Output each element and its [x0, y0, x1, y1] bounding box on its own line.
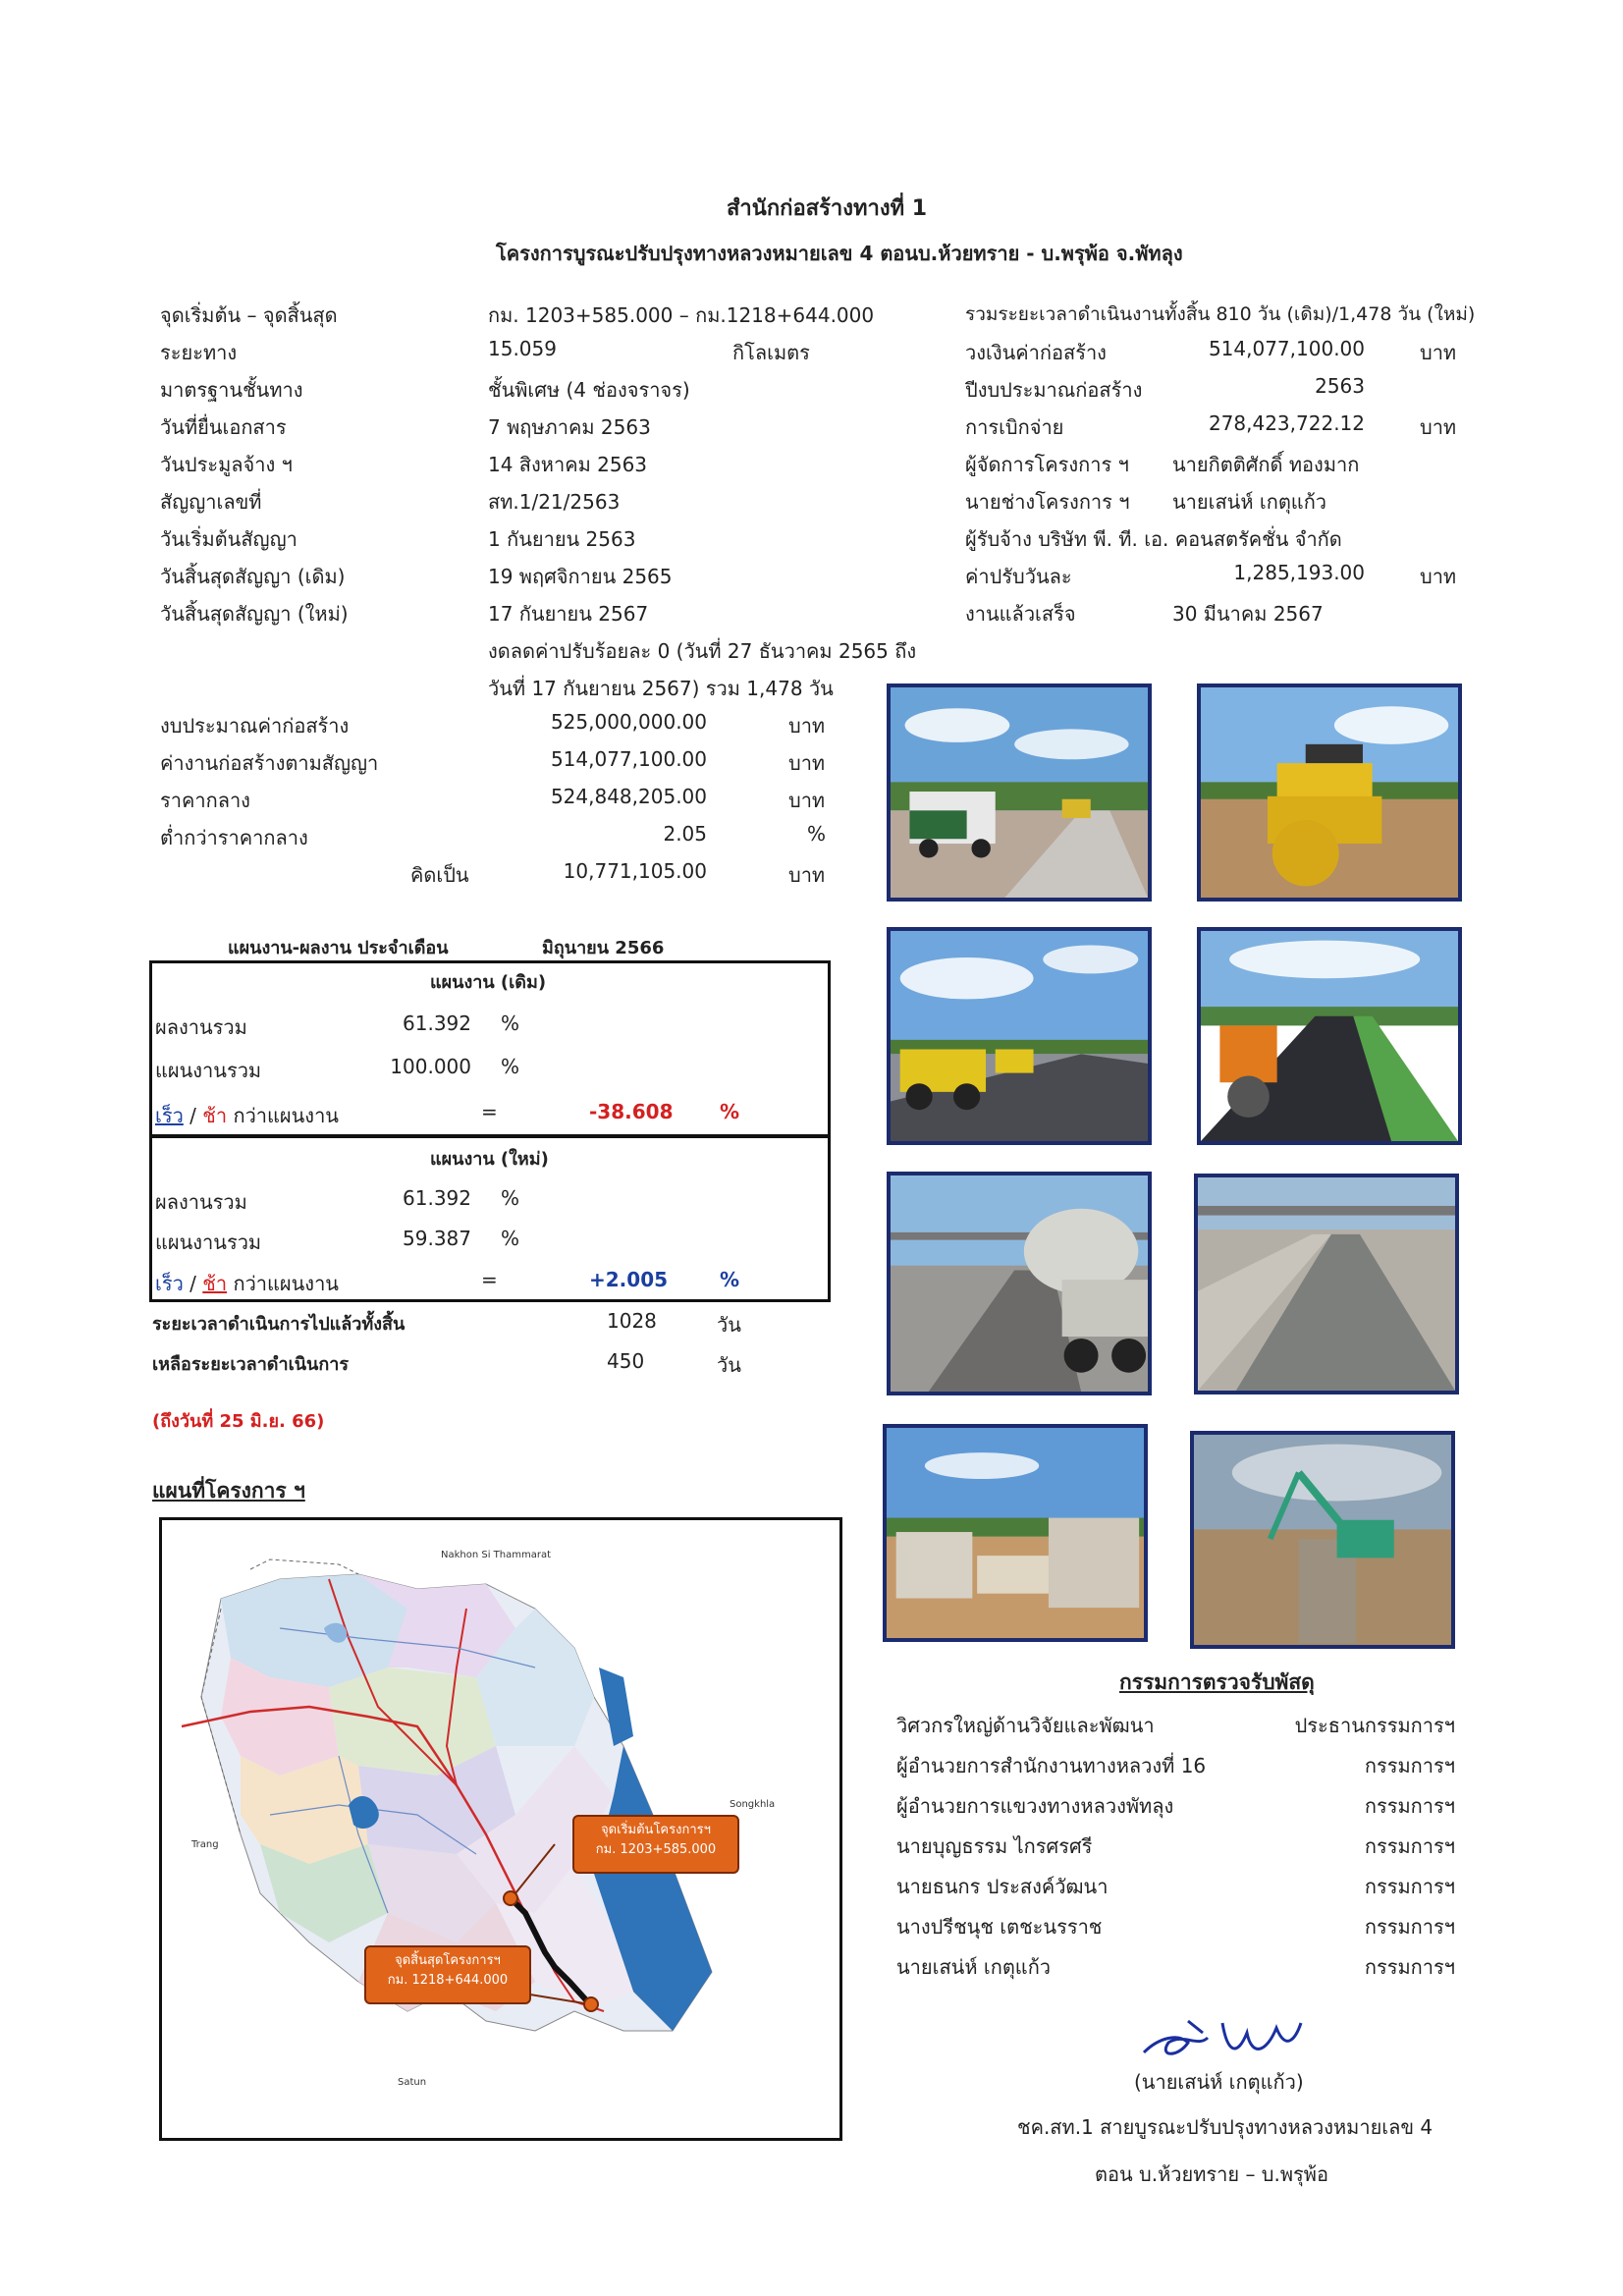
as-of-date: (ถึงวันที่ 25 มิ.ย. 66): [152, 1411, 325, 1432]
photo-image: [887, 1428, 1144, 1638]
info-unit: บาท: [1420, 341, 1457, 364]
info-unit: บาท: [1420, 565, 1457, 588]
info-value: นายเสน่ห์ เกตุแก้ว: [1172, 490, 1327, 514]
slow-label: ช้า: [202, 1104, 228, 1127]
result-value: 61.392: [403, 1186, 471, 1210]
member-role: กรรมการฯ: [1364, 1955, 1455, 1979]
budget-label: ต่ำกว่าราคากลาง: [160, 826, 308, 849]
map-place-label: Songkhla: [730, 1799, 776, 1810]
plan-label: แผนงานรวม: [155, 1059, 262, 1082]
committee-title: กรรมการตรวจรับพัสดุ: [1119, 1670, 1315, 1694]
result-unit: %: [501, 1011, 520, 1035]
info-value: 2563: [1315, 374, 1365, 398]
info-value: 14 สิงหาคม 2563: [488, 453, 648, 476]
site-photo-excavator: [1190, 1431, 1455, 1649]
photo-image: [1194, 1435, 1451, 1645]
map-start-tag: [572, 1815, 739, 1874]
plan-unit: %: [501, 1055, 520, 1078]
info-value: 1 กันยายน 2563: [488, 527, 636, 551]
compare-row: [155, 1100, 339, 1131]
info-value: 278,423,722.12: [1208, 411, 1365, 435]
info-label: วันที่ยื่นเอกสาร: [160, 415, 287, 439]
site-photo-slab: [1194, 1174, 1459, 1394]
compare-label: กว่าแผนงาน: [233, 1272, 339, 1295]
member-name: นายเสน่ห์ เกตุแก้ว: [896, 1955, 1052, 1979]
photo-image: [891, 1175, 1148, 1392]
info-label: นายช่างโครงการ ฯ: [965, 490, 1130, 514]
info-value: 17 กันยายน 2567: [488, 602, 649, 626]
elapsed-label: ระยะเวลาดำเนินการไปแล้วทั้งสิ้น: [152, 1314, 406, 1335]
map-place-label: Satun: [398, 2077, 427, 2088]
info-unit: บาท: [1420, 415, 1457, 439]
member-role: กรรมการฯ: [1364, 1875, 1455, 1898]
member-role: กรรมการฯ: [1364, 1915, 1455, 1939]
photo-image: [1198, 1177, 1455, 1391]
result-unit: %: [501, 1186, 520, 1210]
fast-label: เร็ว: [155, 1272, 184, 1295]
plan-new-title: แผนงาน (ใหม่): [430, 1149, 549, 1170]
start-label: จุดเริ่มต้นโครงการฯ: [601, 1823, 711, 1837]
info-label: ค่าปรับวันละ: [965, 565, 1072, 588]
budget-unit: บาท: [788, 789, 826, 812]
signer-position-line2: ตอน บ.ห้วยทราย – บ.พรุพ้อ: [1095, 2162, 1328, 2186]
end-km: กม. 1218+644.000: [387, 1973, 509, 1988]
info-value: 514,077,100.00: [1208, 337, 1365, 360]
info-value: 19 พฤศจิกายน 2565: [488, 565, 673, 588]
remaining-value: 450: [607, 1349, 645, 1373]
info-value: 30 มีนาคม 2567: [1172, 602, 1324, 626]
diff-value: -38.608: [589, 1100, 674, 1123]
info-value: สท.1/21/2563: [488, 490, 621, 514]
info-value: ชั้นพิเศษ (4 ช่องจราจร): [488, 378, 690, 402]
info-label: งานแล้วเสร็จ: [965, 602, 1076, 626]
info-unit: กิโลเมตร: [732, 341, 810, 364]
progress-heading: แผนงาน-ผลงาน ประจำเดือน: [228, 938, 449, 958]
info-label: มาตรฐานชั้นทาง: [160, 378, 303, 402]
budget-unit: %: [807, 822, 827, 846]
remaining-unit: วัน: [717, 1353, 741, 1377]
project-map: [159, 1517, 842, 2141]
budget-unit: บาท: [788, 751, 826, 775]
info-value: 7 พฤษภาคม 2563: [488, 415, 651, 439]
budget-value: 514,077,100.00: [550, 747, 707, 771]
map-place-label: Trang: [191, 1839, 219, 1850]
signature-image: [1129, 2003, 1325, 2072]
info-label: สัญญาเลขที่: [160, 490, 262, 514]
map-title: แผนที่โครงการ ฯ: [152, 1479, 305, 1503]
elapsed-unit: วัน: [717, 1313, 741, 1337]
compare-row: [155, 1268, 339, 1299]
budget-value: 10,771,105.00: [563, 859, 707, 883]
extension-note-line1: งดลดค่าปรับร้อยละ 0 (วันที่ 27 ธันวาคม 2565 ถึง: [488, 639, 917, 663]
info-value: 1,285,193.00: [1233, 561, 1365, 584]
member-role: กรรมการฯ: [1364, 1754, 1455, 1777]
slash: /: [189, 1272, 196, 1295]
photo-image: [891, 931, 1148, 1141]
info-label: ปีงบประมาณก่อสร้าง: [965, 378, 1143, 402]
plan-value: 100.000: [390, 1055, 471, 1078]
budget-value: 2.05: [663, 822, 707, 846]
signer-position-line1: ชค.สท.1 สายบูรณะปรับปรุงทางหลวงหมายเลข 4: [1017, 2115, 1434, 2139]
plan-unit: %: [501, 1227, 520, 1250]
member-name: นายธนกร ประสงค์วัฒนา: [896, 1875, 1109, 1898]
site-photo-truck: [887, 683, 1152, 902]
progress-month: มิถุนายน 2566: [542, 938, 665, 958]
member-role: กรรมการฯ: [1364, 1834, 1455, 1858]
site-photo-culvert: [883, 1424, 1148, 1642]
info-label: การเบิกจ่าย: [965, 415, 1064, 439]
equals-sign: =: [481, 1268, 498, 1291]
info-value: 15.059: [488, 337, 557, 360]
member-name: ผู้อำนวยการสำนักงานทางหลวงที่ 16: [896, 1754, 1207, 1777]
info-label: ระยะทาง: [160, 341, 238, 364]
result-label: ผลงานรวม: [155, 1190, 247, 1214]
budget-label: งบประมาณค่าก่อสร้าง: [160, 714, 350, 738]
member-name: ผู้อำนวยการแขวงทางหลวงพัทลุง: [896, 1794, 1174, 1818]
start-km: กม. 1203+585.000: [595, 1842, 717, 1857]
member-name: วิศวกรใหญ่ด้านวิจัยและพัฒนา: [896, 1714, 1155, 1737]
end-label: จุดสิ้นสุดโครงการฯ: [395, 1953, 501, 1968]
fast-label: เร็ว: [155, 1104, 184, 1127]
budget-unit: บาท: [788, 714, 826, 738]
compare-label: กว่าแผนงาน: [233, 1104, 339, 1127]
plan-value: 59.387: [403, 1227, 471, 1250]
budget-label: ราคากลาง: [160, 789, 250, 812]
photo-image: [891, 687, 1148, 898]
diff-unit: %: [720, 1100, 740, 1123]
info-label: วันเริ่มต้นสัญญา: [160, 527, 298, 551]
duration-text: รวมระยะเวลาดำเนินงานทั้งสิ้น 810 วัน (เดิม)/1,478 วัน (ใหม่): [965, 303, 1476, 325]
budget-label: ค่างานก่อสร้างตามสัญญา: [160, 751, 379, 775]
plan-label: แผนงานรวม: [155, 1230, 262, 1254]
site-photo-concrete: [887, 1172, 1152, 1395]
diff-unit: %: [720, 1268, 740, 1291]
site-photo-roller: [1197, 683, 1462, 902]
site-photo-paver: [887, 927, 1152, 1145]
map-end-tag: [364, 1945, 531, 2004]
page-title: สำนักก่อสร้างทางที่ 1: [727, 196, 928, 221]
elapsed-value: 1028: [607, 1309, 657, 1333]
info-label: วันสิ้นสุดสัญญา (เดิม): [160, 565, 346, 588]
project-name: โครงการบูรณะปรับปรุงทางหลวงหมายเลข 4 ตอนบ.ห้วยทราย - บ.พรุพ้อ จ.พัทลุง: [496, 242, 1183, 265]
result-label: ผลงานรวม: [155, 1015, 247, 1039]
member-role: กรรมการฯ: [1364, 1794, 1455, 1818]
member-role: ประธานกรรมการฯ: [1294, 1714, 1455, 1737]
result-value: 61.392: [403, 1011, 471, 1035]
diff-value: +2.005: [589, 1268, 669, 1291]
budget-unit: บาท: [788, 863, 826, 887]
budget-label: คิดเป็น: [410, 863, 469, 887]
member-name: นางปรีชนุช เตชะนรราช: [896, 1915, 1103, 1939]
member-name: นายบุญธรรม ไกรศรศรี: [896, 1834, 1093, 1858]
remaining-label: เหลือระยะเวลาดำเนินการ: [152, 1354, 350, 1375]
budget-value: 525,000,000.00: [550, 710, 707, 734]
extension-note-line2: วันที่ 17 กันยายน 2567) รวม 1,478 วัน: [488, 677, 834, 700]
equals-sign: =: [481, 1100, 498, 1123]
budget-value: 524,848,205.00: [550, 785, 707, 808]
photo-image: [1201, 931, 1458, 1141]
site-photo-asphalt: [1197, 927, 1462, 1145]
signer-name: (นายเสน่ห์ เกตุแก้ว): [1134, 2070, 1304, 2094]
plan-old-title: แผนงาน (เดิม): [430, 972, 547, 993]
info-value: นายกิตติศักดิ์ ทองมาก: [1172, 453, 1360, 476]
info-value: กม. 1203+585.000 – กม.1218+644.000: [488, 303, 875, 327]
slow-label: ช้า: [202, 1272, 228, 1295]
info-label: ผู้จัดการโครงการ ฯ: [965, 453, 1129, 476]
info-label: วันประมูลจ้าง ฯ: [160, 453, 293, 476]
slash: /: [189, 1104, 196, 1127]
info-label: จุดเริ่มต้น – จุดสิ้นสุด: [160, 303, 338, 327]
contractor: ผู้รับจ้าง บริษัท พี. ที. เอ. คอนสตรัคชั่น จำกัด: [965, 527, 1342, 551]
photo-image: [1201, 687, 1458, 898]
map-place-label: Nakhon Si Thammarat: [441, 1550, 552, 1560]
info-label: วันสิ้นสุดสัญญา (ใหม่): [160, 602, 349, 626]
info-label: วงเงินค่าก่อสร้าง: [965, 341, 1107, 364]
